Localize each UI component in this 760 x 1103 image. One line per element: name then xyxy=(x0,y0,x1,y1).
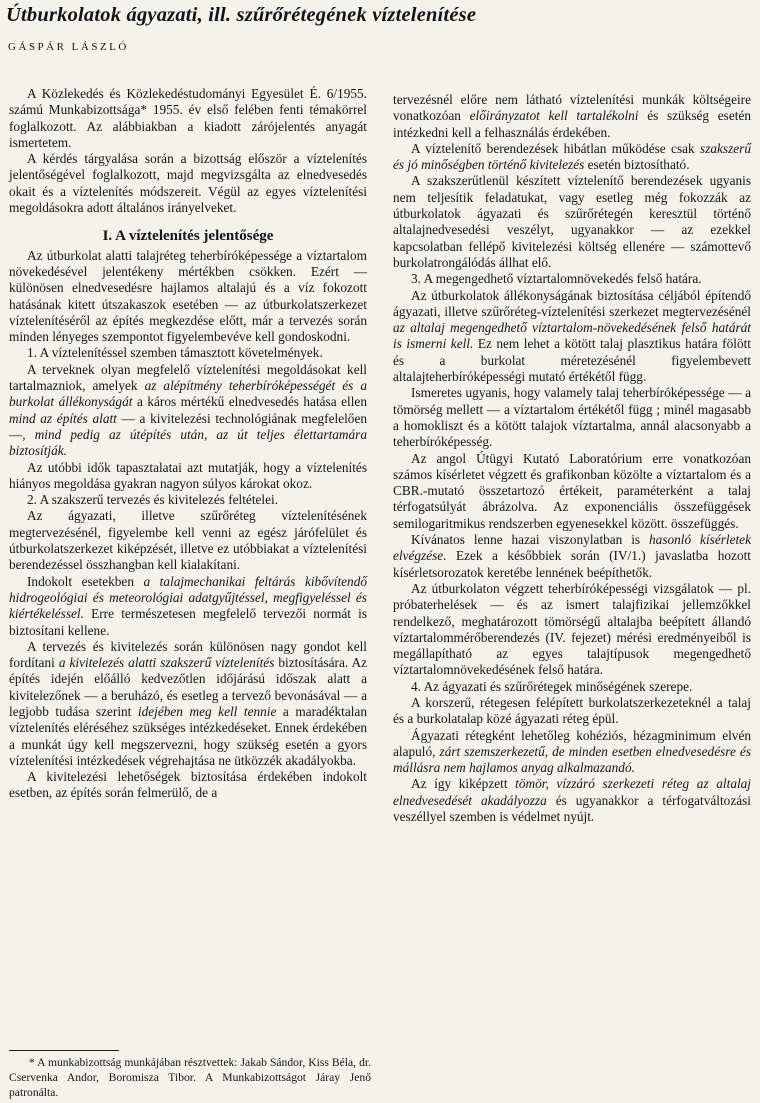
text-run: Indokolt esetekben xyxy=(27,573,144,589)
text-run: A korszerű, rétegesen felépített burkolatszerkezeteknél a talaj és a burkolatalap közé ágyazati réteg épül. xyxy=(393,694,751,727)
text-run: Az útburkolatok állékonyságának biztosítása céljából építendő ágyazati, illetve szűrőréteg-víztelenítési szerkezet megtervezésénél xyxy=(393,287,751,319)
text-run: Az útburkolaton végzett teherbíróképességi vizsgálatok — pl. próbaterhelések — és az ismert talajfizikai jellemzőkkel rendelkező, meghatározott tömörségű altalajba beépített állandó víztartalommérőberendezés (IV. fejezet) mérési eredményeiből is megállapítható az egyes talajtípusok megengedhető víztartalomnövekedésének felső határa. xyxy=(393,580,751,678)
paragraph xyxy=(9,362,367,460)
paragraph xyxy=(9,460,367,493)
paragraph xyxy=(393,385,751,450)
section-heading xyxy=(9,228,367,244)
text-run: 4. Az ágyazati és szűrőrétegek minőségének szerepe. xyxy=(411,678,693,694)
text-run: 2. A szakszerű tervezés és kivitelezés feltételei. xyxy=(27,492,279,508)
paragraph xyxy=(393,92,751,141)
right-column xyxy=(393,92,751,825)
paragraph xyxy=(393,776,751,825)
emphasized-text: idejében meg kell tennie xyxy=(137,703,277,719)
text-run: és ugyanakkor a térfogatváltozási veszéllyel szemben is védelmet nyújt. xyxy=(393,792,751,825)
article-author: GÁSPÁR LÁSZLÓ xyxy=(8,41,129,53)
emphasized-text: a talajmechanikai feltárás kibővítendő hidrogeológiai és meteorológiai adatgyűjtéssel, megfigyeléssel és kiértékeléssel. xyxy=(9,573,367,622)
paragraph xyxy=(393,532,751,581)
emphasized-text: hasonló kísérletek elvégzése. xyxy=(393,532,751,564)
text-run: A kérdés tárgyalása során a bizottság először a víztelenítés jelentőségével foglalkozott, majd megvizsgálta az elnedvesedés okait és a víztelenítés módszereit. Végül az egyes víztelenítési megoldásokra adott általános irányelveket. xyxy=(9,151,367,216)
text-run: Ezek a későbbiek során (IV/1.) javaslatba hozott kísérletsorozatok keretébe lennének beépíthetők. xyxy=(393,548,751,580)
paragraph xyxy=(393,695,751,728)
text-run: Az utóbbi idők tapasztalatai azt mutatják, hogy a víztelenítés hiányos megoldása gyakran nagyon súlyos károkat okoz. xyxy=(9,459,367,491)
emphasized-text: az altalaj megengedhető víztartalom-növekedésének felső határát is ismerni kell. xyxy=(393,320,751,352)
text-run: tervezésnél előre nem látható víztelenítési munkák költségeire vonatkozóan xyxy=(393,92,751,124)
text-run: Erre természetesen megfelelő tervezői normát is biztosítani kellene. xyxy=(9,606,367,638)
emphasized-text: szakszerű és jó minőségben történő kivitelezés xyxy=(393,140,751,173)
text-run: A kivitelezési lehetőségek biztosítása érdekében indokolt esetben, az építés során felmerülő, de a xyxy=(9,769,367,801)
text-run: esetén biztosítható. xyxy=(584,157,690,173)
paragraph xyxy=(393,679,751,695)
paragraph xyxy=(9,492,367,508)
emphasized-text: az alépítmény teherbíróképességét és a burkolat állékonyságát xyxy=(9,378,367,410)
text-run: Kívánatos lenne hazai viszonylatban is xyxy=(411,532,650,548)
emphasized-text: előirányzatot kell tartalékolni xyxy=(469,108,639,124)
paragraph xyxy=(393,173,751,271)
footnote xyxy=(9,1055,371,1100)
paragraph xyxy=(9,345,367,361)
paragraph xyxy=(9,639,367,769)
text-run: — a kivitelezési technológiának megfelelően—, xyxy=(9,410,367,442)
paragraph xyxy=(9,769,367,802)
paragraph xyxy=(9,508,367,573)
paragraph xyxy=(9,248,367,346)
text-run: A Közlekedés és Közlekedéstudományi Egyesület É. 6/1955. számú Munkabizottsága* 1955. év első felében fenti témakörrel foglalkozott. Az alábbiakban a kiadott zárójelentés anyagát ismertetem. xyxy=(9,86,367,150)
text-run: A terveknek olyan megfelelő víztelenítési megoldásokat kell tartalmazniok, amelyek xyxy=(9,361,367,394)
text-run: I. A víztelenítés jelentősége xyxy=(102,228,274,245)
paragraph xyxy=(393,141,751,174)
text-run: és szükség esetén intézkedni kell a felhasználás érdekében. xyxy=(393,108,752,140)
emphasized-text: mind az építés alatt xyxy=(9,410,117,426)
emphasized-text: tömör, vízzáró szerkezeti réteg az altalaj elnedvesedését akadályozza xyxy=(393,776,752,808)
text-run: Ágyazati rétegként lehetőleg kohéziós, hézagminimum elvén alapuló, xyxy=(393,727,751,759)
text-run: A szakszerűtlenül készített víztelenítő berendezések ugyanis nem teljesítik feladatukat, vagy esetleg még fokozzák az útburkolatok ágyazati és szűrőrétegén keresztül történő altalajnedvesedési veszélyt, ugyanakkor — az ezekkel kapcsolatban fellépő kivitelezési költség ellenére — számottevő burkolatrongálódás állhat elő. xyxy=(393,173,751,270)
text-run: 1. A víztelenítéssel szemben támasztott követelmények. xyxy=(27,345,323,361)
text-run: A tervezés és kivitelezés során különösen nagy gondot kell fordítani xyxy=(9,638,367,671)
text-run: Az útburkolat alatti talajréteg teherbíróképessége a víztartalom növekedésével jelentékeny mértékben csökken. Ezért — különösen elnedvesedésre hajlamos altalajú és a víz fokozott hatásának kitett útszakaszok esetében — az útburkolatszerkezet víztelenítéséről az építés megkezdése előtt, már a tervezés során minden lényeges szempontot figyelembevéve kell gondoskodni. xyxy=(9,247,367,345)
paragraph xyxy=(9,151,367,216)
text-run: Az így kiképzett xyxy=(411,776,516,792)
paragraph xyxy=(393,581,751,679)
footnote-divider xyxy=(9,1050,119,1051)
paragraph xyxy=(393,288,751,386)
text-run: 3. A megengedhető víztartalomnövekedés felső határa. xyxy=(411,271,702,287)
text-run: A víztelenítő berendezések hibátlan működése csak xyxy=(411,140,701,156)
paragraph xyxy=(393,451,751,532)
text-run: a maradéktalan víztelenítés eléréséhez szükséges intézkedéseket. Ennek érdekében a munkát úgy kell megszervezni, hogy szükség esetén a gyors víztelenítési intézkedések végrehajtása ne ütközzék akadályokba. xyxy=(9,703,367,768)
text-run: biztosítására. Az építés idején előálló kedvezőtlen időjárású időszak alatt a kivitelezőnek — a beruházó, és esetleg a tervező bevonásával — a legjobb tudása szerint xyxy=(9,655,367,719)
text-run: a káros mértékű elnedvesedés hatása ellen xyxy=(132,394,367,410)
text-run: Ismeretes ugyanis, hogy valamely talaj teherbíróképessége — a tömörség mellett — a víztartalom értékétől függ ; minél magasabb a homokliszt és a kötött talajok víztartalma, annál alacsonyabb a teherbíróképesség. xyxy=(393,385,751,450)
text-run: Ez nem lehet a kötött talaj plasztikus határa fölött és a burkolat méretezésénél figyelembevett altalajteherbíróképességi mutató értékétől függ. xyxy=(393,336,751,385)
footnote-text: * A munkabizottság munkájában résztvettek: Jakab Sándor, Kiss Béla, dr. Cservenka Andor, Boromisza Tibor. A Munkabizottságot Járay Jenő patronálta. xyxy=(9,1056,371,1099)
emphasized-text: mind pedig az útépítés után, az út teljes élettartamára biztosítják. xyxy=(9,426,367,459)
paragraph xyxy=(9,86,367,151)
paragraph xyxy=(393,271,751,287)
paragraph xyxy=(393,728,751,777)
text-run: Az angol Útügyi Kutató Laboratórium erre vonatkozóan számos kísérletet végzett és grafikonban közölte a víztartalom és a CBR.-mutató összetartozó értékeit, paraméterként a talaj térfogatsúlyát ábrázolva. Az exponenciális összefüggések semilogaritmikus rendszerben egyenesekkel között. összefüggés. xyxy=(393,450,751,531)
text-run: Az ágyazati, illetve szűrőréteg víztelenítésének megtervezésénél, figyelembe kell venni az egész járófelület és útburkolatszerkezet kiképzését, illetve ez utóbbiakat a víztelenítési berendezéssel összhangban kell kialakítani. xyxy=(9,508,367,573)
paragraph xyxy=(9,574,367,639)
emphasized-text: a kivitelezés alatti szakszerű víztelenítés xyxy=(58,655,275,671)
article-title: Útburkolatok ágyazati, ill. szűrőrétegének víztelenítése xyxy=(6,4,477,26)
left-column xyxy=(9,86,367,802)
emphasized-text: zárt szemszerkezetű, de minden esetben elnedvesedésre és mállásra nem hajlamos anyag alkalmazandó. xyxy=(393,743,751,776)
